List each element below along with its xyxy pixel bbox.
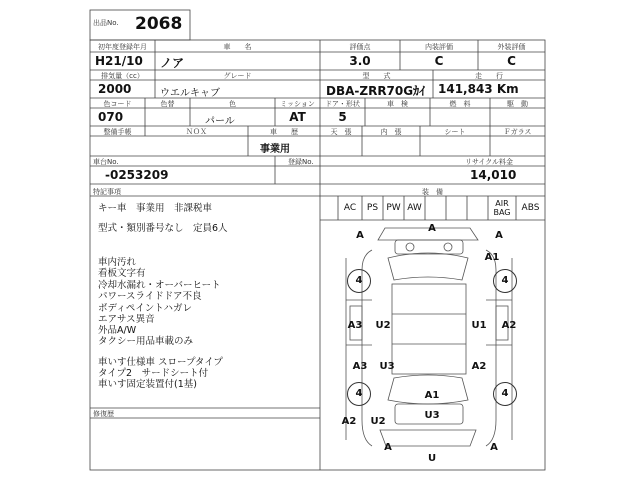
mission: AT bbox=[289, 110, 306, 124]
damage-rear-hatch: U3 bbox=[424, 410, 440, 421]
damage-rear-bumper: U bbox=[427, 453, 437, 464]
equip-ac: AC bbox=[343, 203, 357, 213]
damage-right-door: A2 bbox=[501, 320, 517, 331]
vehicle-history: 事業用 bbox=[260, 144, 290, 155]
doors: 5 bbox=[338, 110, 347, 124]
displacement: 2000 bbox=[98, 82, 132, 96]
equipment-label: 装 備 bbox=[422, 188, 443, 196]
note-line: エアサス異音 bbox=[98, 314, 155, 325]
wheel-rear-left: 4 bbox=[347, 382, 371, 406]
interior-panel-label: 内 張 bbox=[380, 128, 402, 136]
interior-grade: C bbox=[434, 54, 444, 68]
car-name-label: 車 名 bbox=[223, 43, 252, 51]
first-registration: H21/10 bbox=[95, 54, 143, 68]
damage-rear-glass: A1 bbox=[424, 390, 440, 401]
score: 3.0 bbox=[349, 54, 371, 68]
note-line: タイプ2 サードシート付 bbox=[98, 368, 209, 379]
interior-grade-label: 内装評価 bbox=[425, 43, 453, 51]
note-line: 車いす固定装置付(1基) bbox=[98, 379, 197, 390]
equip-pw: PW bbox=[386, 203, 401, 213]
chassis-label: 車台No. bbox=[93, 158, 119, 166]
color-change-label: 色替 bbox=[160, 100, 175, 108]
damage-front-right-fender: A1 bbox=[484, 252, 500, 263]
year-label: 初年度登録年月 bbox=[98, 43, 147, 51]
note-line: パワースライドドア不良 bbox=[98, 291, 202, 302]
equip-abs: ABS bbox=[521, 203, 540, 213]
grade-label: グレード bbox=[223, 72, 252, 80]
mission-label: ミッション bbox=[280, 100, 315, 108]
note-line: 車いす仕様車 スロープタイプ bbox=[98, 357, 223, 368]
equip-ps: PS bbox=[366, 203, 379, 213]
wheel-front-right: 4 bbox=[493, 269, 517, 293]
lot-label: 出品No. bbox=[93, 19, 119, 27]
inspection-label: 車 検 bbox=[387, 100, 408, 108]
damage-rear-bumper-right: A bbox=[490, 442, 498, 453]
damage-left-rear-door: A3 bbox=[352, 361, 368, 372]
wheel-rear-right: 4 bbox=[493, 382, 517, 406]
registration-label: 登録No. bbox=[288, 158, 314, 166]
recycle-fee: 14,010 bbox=[470, 168, 517, 182]
car-name: ノア bbox=[160, 56, 185, 70]
history-label: 車 歴 bbox=[270, 128, 298, 136]
damage-rear-left-quarter: A2 bbox=[341, 416, 357, 427]
note-line: タクシー用品車載のみ bbox=[98, 336, 194, 347]
headliner-label: 天 張 bbox=[330, 128, 352, 136]
mileage-label: 走 行 bbox=[475, 72, 503, 80]
color-label: 色 bbox=[229, 100, 236, 108]
grade: ウエルキャブ bbox=[160, 88, 220, 99]
color-code-label: 色コード bbox=[103, 100, 132, 108]
exterior-grade: C bbox=[507, 54, 516, 68]
equip-airbag: AIR BAG bbox=[493, 199, 511, 217]
damage-right-rear-door: A2 bbox=[471, 361, 487, 372]
note-line: 車内汚れ bbox=[98, 257, 137, 268]
damage-left-door: A3 bbox=[347, 320, 363, 331]
damage-front-left: A bbox=[356, 230, 364, 241]
wheel-front-left: 4 bbox=[347, 269, 371, 293]
note-line: ボディペイントハガレ bbox=[98, 303, 193, 314]
score-label: 評価点 bbox=[349, 43, 371, 51]
manual-label: 整備手帳 bbox=[103, 128, 132, 136]
seat-label: シート bbox=[444, 128, 466, 136]
model-label: 型 式 bbox=[362, 72, 391, 80]
equip-aw: AW bbox=[407, 203, 422, 213]
damage-left-rear-panel: U3 bbox=[379, 361, 395, 372]
damage-rear-bumper-left: A bbox=[384, 442, 392, 453]
note-line: キー車 事業用 非課税車 bbox=[98, 203, 213, 214]
fglass-label: Ｆガラス bbox=[503, 128, 532, 136]
note-line: 型式・類別番号なし 定員6人 bbox=[98, 223, 228, 234]
notes-label: 特記事項 bbox=[93, 188, 121, 196]
exterior-grade-label: 外装評価 bbox=[497, 43, 526, 51]
repair-label: 修復歴 bbox=[93, 410, 114, 418]
note-line: 冷却水漏れ・オーバーヒート bbox=[98, 280, 221, 291]
lot-number: 2068 bbox=[135, 14, 183, 34]
damage-right-panel: U1 bbox=[471, 320, 487, 331]
note-line: 看板文字有 bbox=[98, 268, 146, 279]
recycle-label: リサイクル料金 bbox=[464, 158, 514, 166]
note-line: 外品A/W bbox=[98, 325, 137, 336]
fuel-label: 燃 料 bbox=[449, 100, 471, 108]
color: パール bbox=[205, 116, 235, 127]
damage-rear-left-bumper: U2 bbox=[370, 416, 386, 427]
chassis-number: -0253209 bbox=[105, 168, 169, 182]
displacement-label: 排気量（cc） bbox=[101, 72, 144, 80]
drive-label: 駆 動 bbox=[507, 100, 528, 108]
model-code: DBA-ZRR70Gｶｲ bbox=[326, 84, 426, 98]
mileage: 141,843 Km bbox=[438, 82, 519, 96]
nox-label: ＮＯＸ bbox=[186, 128, 207, 136]
damage-front-center: A bbox=[428, 223, 436, 234]
doors-label: ドア・形状 bbox=[325, 100, 360, 108]
damage-front-right: A bbox=[495, 230, 503, 241]
damage-left-panel: U2 bbox=[375, 320, 391, 331]
color-code: 070 bbox=[98, 110, 124, 124]
